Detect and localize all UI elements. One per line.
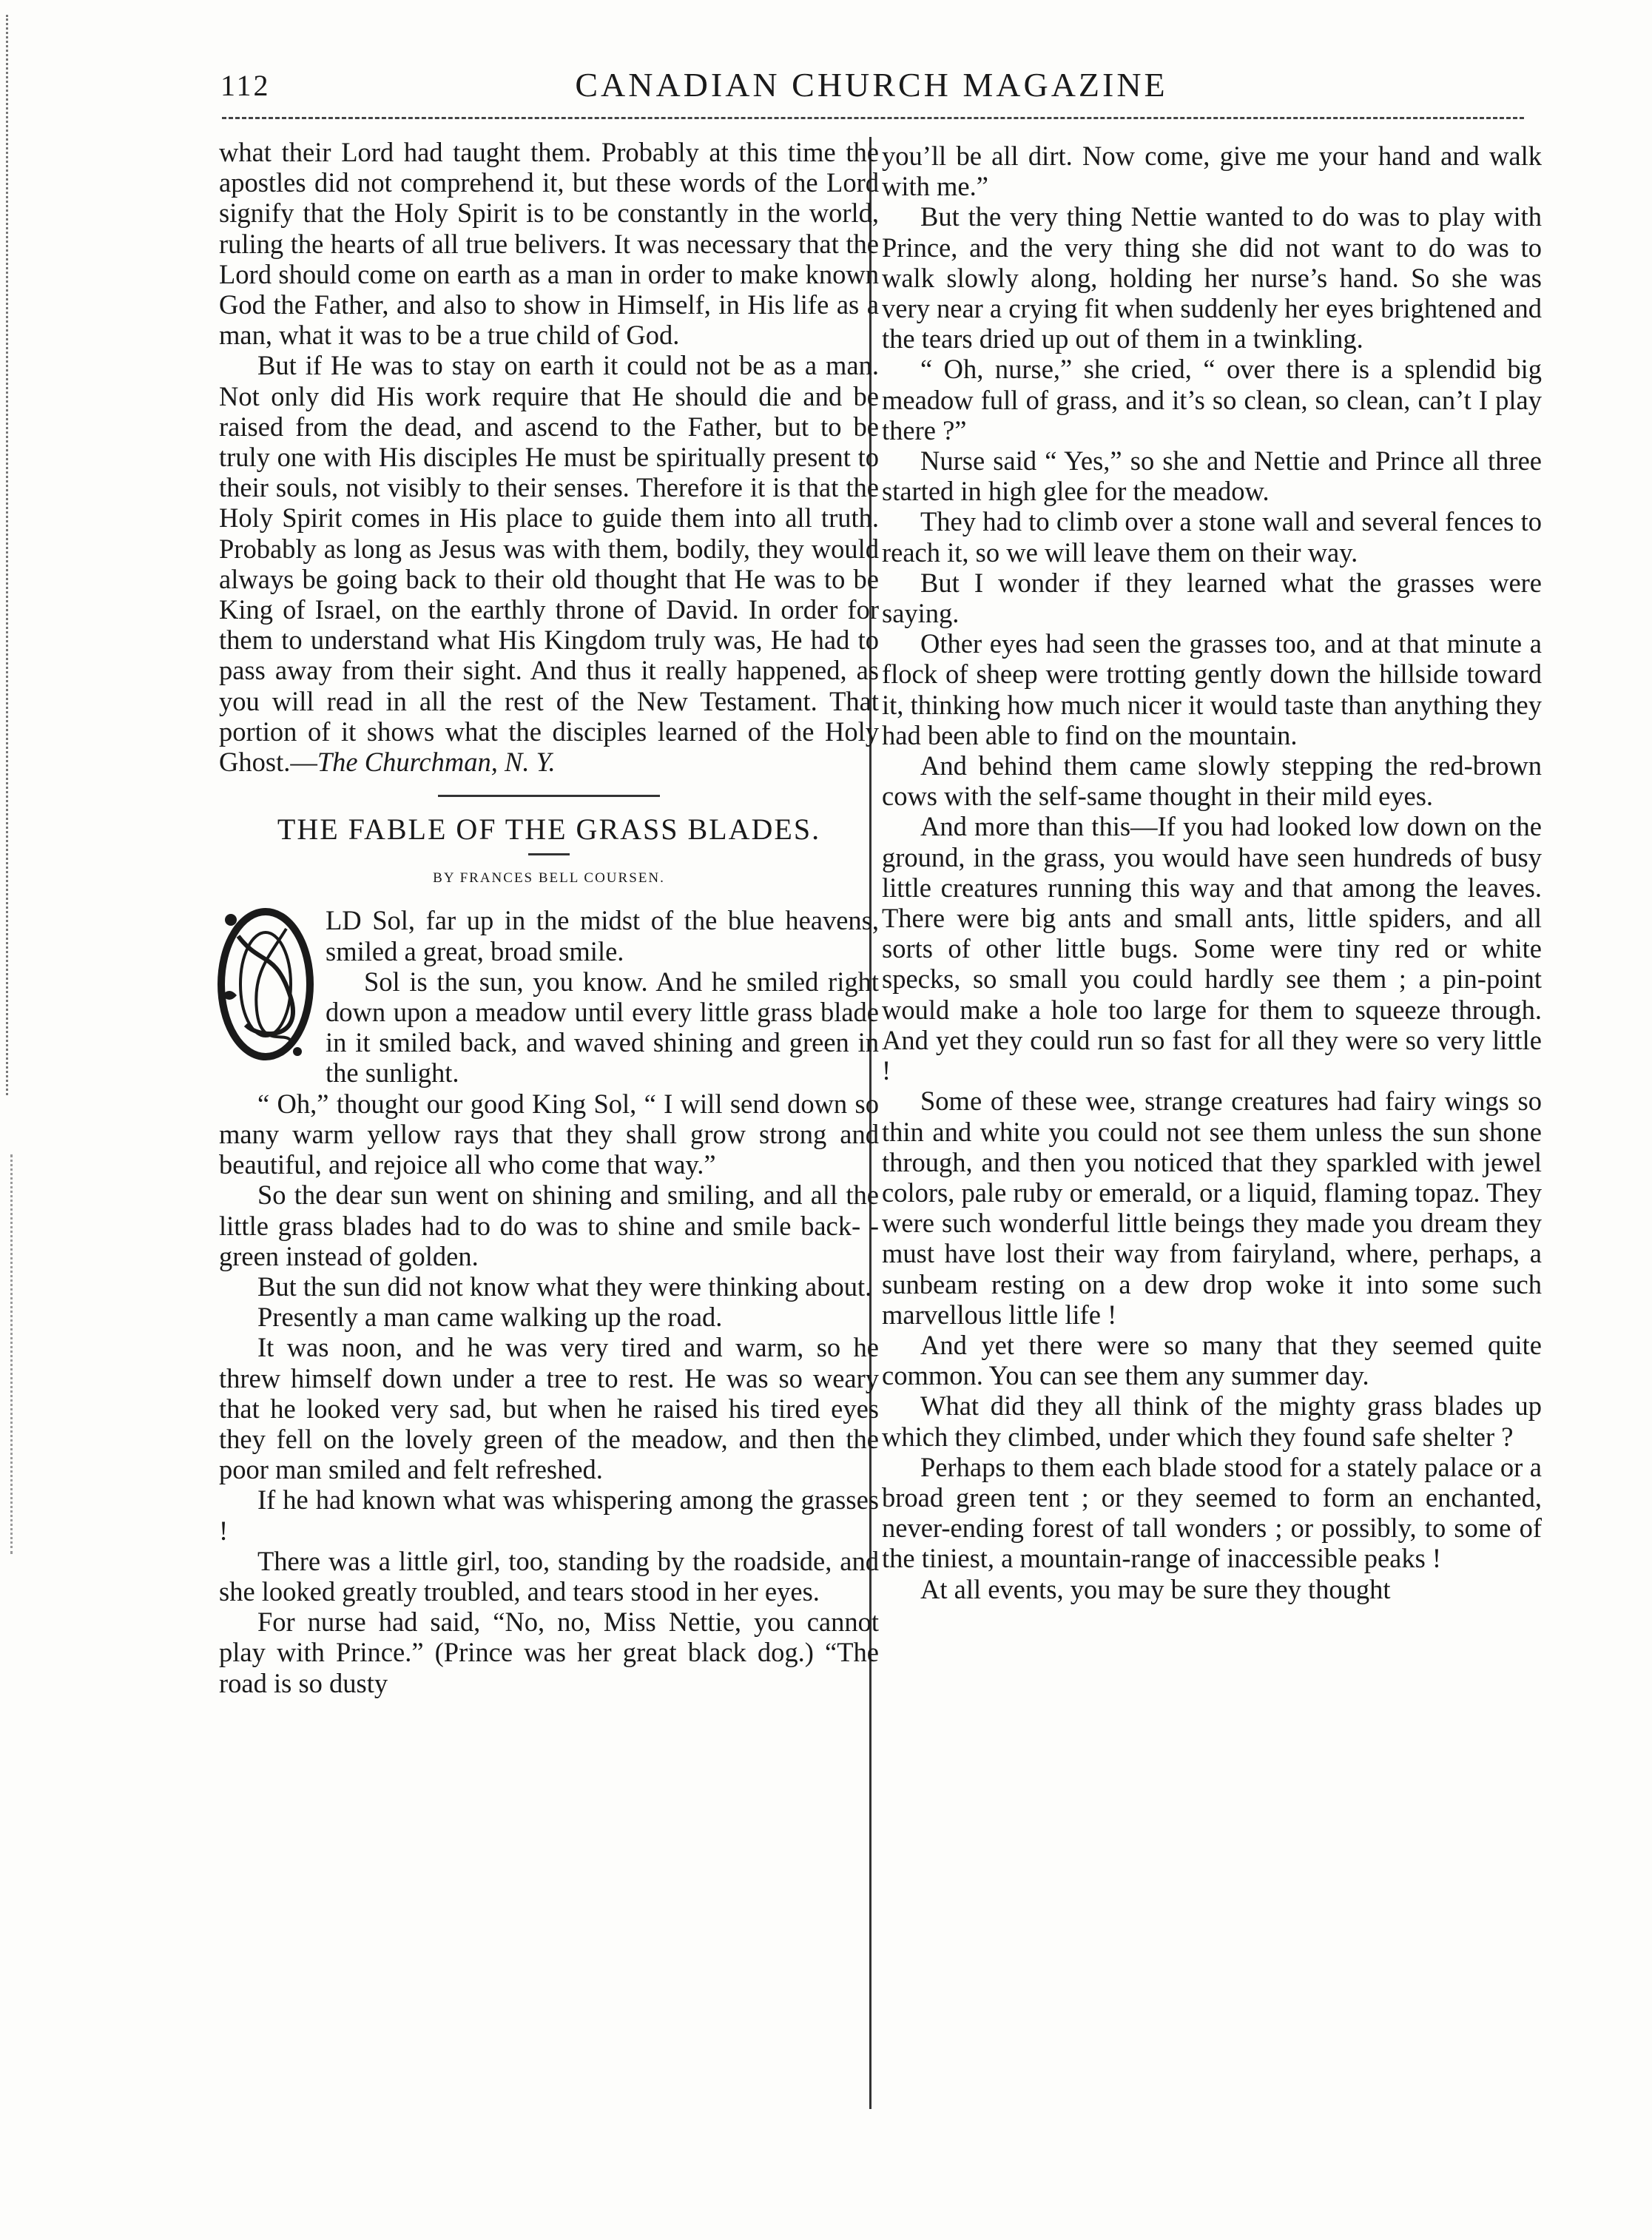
title-rule <box>528 853 570 855</box>
paragraph: Nurse said “ Yes,” so she and Nettie and Prince all three started in high glee for the meadow. <box>882 445 1542 507</box>
paragraph: Presently a man came walking up the road. <box>257 1302 723 1333</box>
paragraph: Perhaps to them each blade stood for a stately palace or a broad green tent ; or they seemed to form an enchanted, never-ending forest of tall wonders ; or possibly, to some of the tiniest, a mountain-range of inaccessible peaks ! <box>882 1451 1542 1574</box>
paragraph: But the sun did not know what they were thinking about. <box>257 1271 872 1302</box>
paragraph: If he had known what was whispering among the grasses ! <box>219 1484 879 1546</box>
paragraph: LD Sol, far up in the midst of the blue heavens, smiled a great, broad smile. <box>326 905 879 966</box>
paragraph: Some of these wee, strange creatures had fairy wings so thin and white you could not see them unless the sun shone through, and then you noticed that they sparkled with jewel colors, pale ruby or emerald, or a liquid, flaming topaz. They were such wonderful little beings they made you dream they must have lost their way from fairyland, where, perhaps, a sunbeam resting on a dew drop woke it into some such marvellous little life ! <box>882 1086 1542 1330</box>
page-number: 112 <box>220 69 271 102</box>
paragraph: They had to climb over a stone wall and several fences to reach it, so we will leave them on their way. <box>882 506 1542 568</box>
paragraph: But the very thing Nettie wanted to do was to play with Prince, and the very thing she did not want to do was to walk slowly along, holding her nurse’s hand. So she was very near a crying fit when suddenly her eyes brightened and the tears dried up out of them in a twinkling. <box>882 201 1542 354</box>
paragraph: It was noon, and he was very tired and warm, so he threw himself down under a tree to rest. He was so weary that he looked very sad, but when he raised his tired eyes they fell on the lovely green of the meadow, and then the poor man smiled and felt refreshed. <box>219 1332 879 1485</box>
drop-cap-ornament-icon <box>216 907 315 1062</box>
article-separator <box>438 795 660 797</box>
paragraph: And yet there were so many that they seemed quite common. You can see them any summer day. <box>882 1329 1542 1391</box>
paragraph: There was a little girl, too, standing by the roadside, and she looked greatly troubled, and tears stood in her eyes. <box>219 1545 879 1607</box>
paragraph: And more than this—If you had looked low down on the ground, in the grass, you would have seen hundreds of busy little creatures running this way and that among the leaves. There were big ants and small ants, little spiders, and all sorts of other little bugs. Some were tiny red or white specks, so small you could hardly see them ; a pin-point would make a hole too large for them to squeeze through. And yet they could run so fast for all they were so very little ! <box>882 811 1542 1086</box>
header-rule <box>222 117 1524 119</box>
paragraph: For nurse had said, “No, no, Miss Nettie, you cannot play with Prince.” (Prince was her great black dog.) “The road is so dusty <box>219 1607 879 1698</box>
scan-edge-artifact <box>6 15 18 1095</box>
article-title: THE FABLE OF THE GRASS BLADES. <box>277 813 821 847</box>
paragraph: So the dear sun went on shining and smiling, and all the little grass blades had to do was to shine and smile back- - green instead of golden. <box>219 1180 879 1271</box>
paragraph: what their Lord had taught them. Probably at this time the apostles did not comprehend it, but these words of the Lord signify that the Holy Spirit is to be constantly in the world, ruling the hearts of all true belivers. It was necessary that the Lord should come on earth as a man in order to make known God the Father, and also to show in Himself, in His life as a man, what it was to be a true child of God. <box>219 137 879 351</box>
paragraph: But if He was to stay on earth it could not be as a man. Not only did His work require that He should die and be raised from the dead, and ascend to the Father, but to be truly one with His disciples He must be spiritually present to their souls, not visibly to their senses. Therefore it is that the Holy Spirit comes in His place to guide them into all truth. Probably as long as Jesus was with them, bodily, they would always be going back to their old thought that He was to be King of Israel, on the earthly throne of David. In order for them to understand what His Kingdom truly was, He had to pass away from their sight. And thus it really happened, as you will read in all the rest of the New Testament. That portion of it shows what the disciples learned of the Holy Ghost.—The Churchman, N. Y. <box>219 350 879 778</box>
paragraph: Other eyes had seen the grasses too, and at that minute a flock of sheep were trotting gently down the hillside toward it, thinking how much nicer it would taste than anything they had been able to find on the mountain. <box>882 628 1542 750</box>
paragraph: What did they all think of the mighty grass blades up which they climbed, under which they found safe shelter ? <box>882 1390 1542 1452</box>
ornamental-drop-cap <box>216 907 315 1062</box>
paragraph: you’ll be all dirt. Now come, give me your hand and walk with me.” <box>882 141 1542 202</box>
paragraph: “ Oh, nurse,” she cried, “ over there is a splendid big meadow full of grass, and it’s so clean, so clean, can’t I play there ?” <box>882 354 1542 445</box>
paragraph: But I wonder if they learned what the grasses were saying. <box>882 567 1542 629</box>
scan-edge-artifact <box>10 1154 20 1554</box>
paragraph: Sol is the sun, you know. And he smiled right down upon a meadow until every little grass blade in it smiled back, and waved shining and green in the sunlight. <box>326 966 879 1089</box>
byline: BY FRANCES BELL COURSEN. <box>433 870 665 887</box>
page-header <box>220 68 1523 112</box>
paragraph: And behind them came slowly stepping the red-brown cows with the self-same thought in their mild eyes. <box>882 750 1542 812</box>
paragraph: At all events, you may be sure they thought <box>920 1573 1391 1604</box>
left-column <box>219 137 879 1698</box>
source-citation: The Churchman, N. Y. <box>317 747 556 778</box>
magazine-title: CANADIAN CHURCH MAGAZINE <box>575 66 1168 104</box>
right-column <box>882 141 1542 1604</box>
paragraph: “ Oh,” thought our good King Sol, “ I will send down so many warm yellow rays that they shall grow strong and beautiful, and rejoice all who come that way.” <box>219 1088 879 1180</box>
article-opening <box>219 905 879 1088</box>
